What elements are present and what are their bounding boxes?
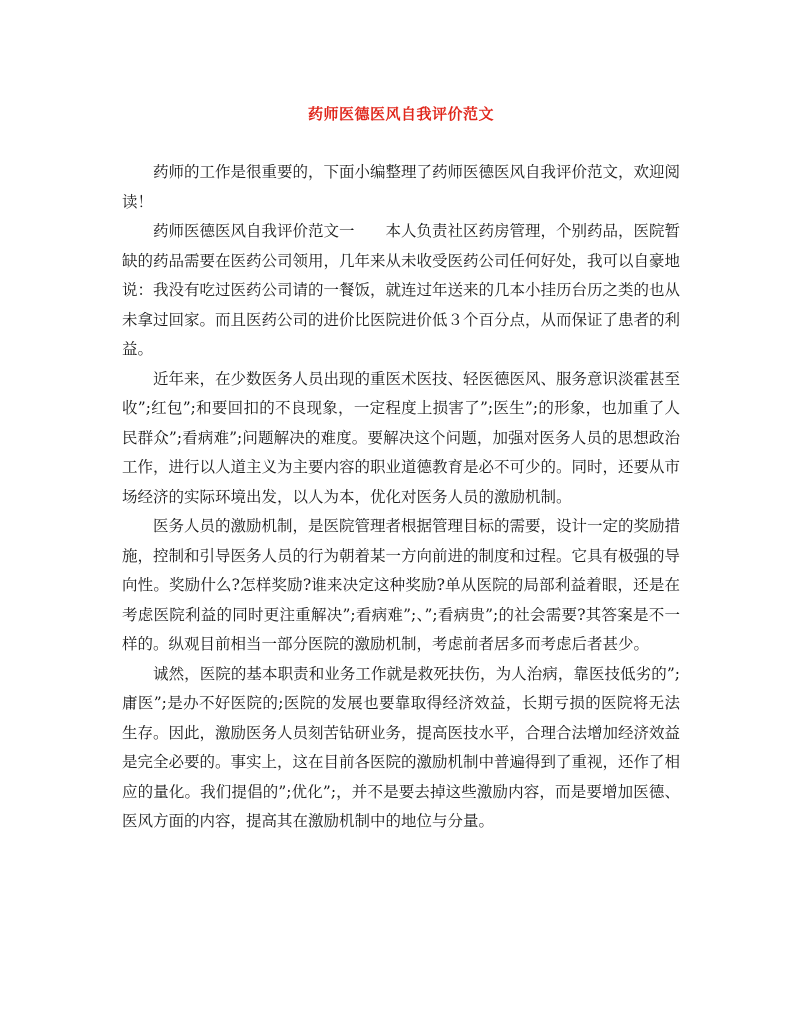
document-title: 药师医德医风自我评价范文 [307,105,494,123]
paragraph-basic-duties: 诚然，医院的基本职责和业务工作就是救死扶伤，为人治病，靠医技低劣的”;庸医”;是办不好医院的;医院的发展也要靠取得经济效益，长期亏损的医院将无法生存。因此，激励医务人员刻苦钻研业务，提高医技水平，合理合法增加经济效益是完全必要的。事实上，这在目前各医院的激励机制中普遍得到了重视，还作了相应的量化。我们提倡的”;优化”;，并不是要去掉这些激励内容，而是要增加医德、医风方面的内容，提高其在激励机制中的地位与分量。 [122,664,681,830]
paragraph-recent-years: 近年来，在少数医务人员出现的重医术医技、轻医德医风、服务意识淡霍甚至收”;红包”;和要回扣的不良现象，一定程度上损害了”;医生”;的形象，也加重了人民群众”;看病难”;问题解决的难度。要解决这个问题，加强对医务人员的思想政治工作，进行以人道主义为主要内容的职业道德教育是必不可少的。同时，还要从市场经济的实际环境出发，以人为本，优化对医务人员的激励机制。 [122,369,681,506]
paragraph-intro: 药师的工作是很重要的，下面小编整理了药师医德医风自我评价范文，欢迎阅读！ [122,163,681,211]
paragraph-incentive-mechanism: 医务人员的激励机制，是医院管理者根据管理目标的需要，设计一定的奖励措施，控制和引导医务人员的行为朝着某一方向前进的制度和过程。它具有极强的导向性。奖励什么?怎样奖励?谁来决定这种奖励?单从医院的局部利益着眼，还是在考虑医院利益的同时更注重解决”;看病难”;、”;看病贵”;的社会需要?其答案是不一样的。纵观目前相当一部分医院的激励机制，考虑前者居多而考虑后者甚少。 [122,517,681,653]
document-page [122,0,680,837]
paragraph-sample-one: 药师医德医风自我评价范文一 本人负责社区药房管理，个别药品，医院暂缺的药品需要在医药公司领用，几年来从未收受医药公司任何好处，我可以自豪地说：我没有吃过医药公司请的一餐饭，就连过年送来的几本小挂历台历之类的也从未拿过回家。而且医药公司的进价比医院进价低３个百分点，从而保证了患者的利益。 [122,222,681,358]
document-body [122,158,680,837]
